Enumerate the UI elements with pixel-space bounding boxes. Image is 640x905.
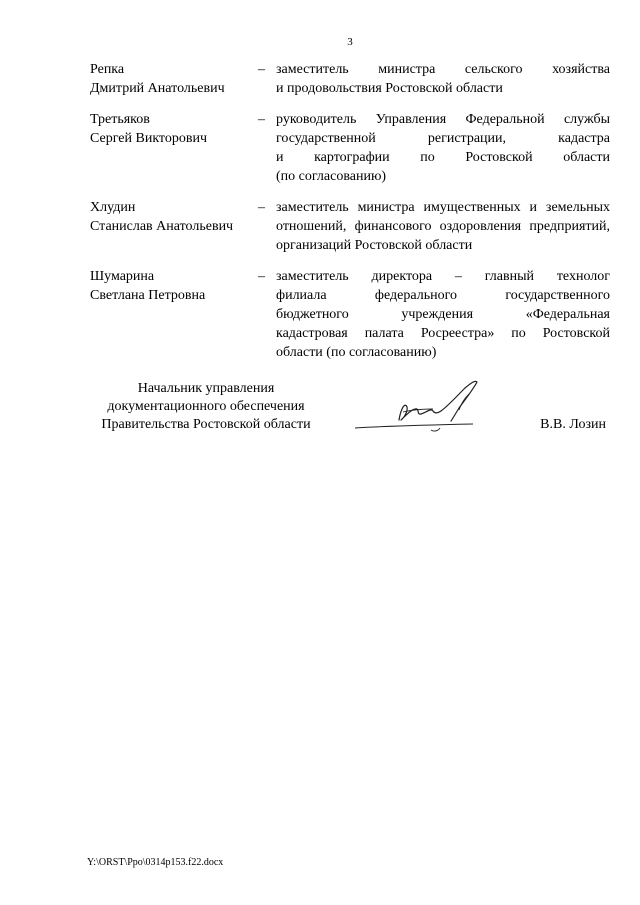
position-line: отношений, финансового оздоровления предприятий,: [276, 219, 610, 234]
member-name: [90, 60, 258, 98]
member-given-names: Светлана Петровна: [90, 288, 206, 303]
members-list: [90, 60, 610, 374]
member-given-names: Дмитрий Анатольевич: [90, 81, 225, 96]
signatory-title-line: документационного обеспечения: [107, 399, 305, 414]
handwritten-signature: [341, 374, 501, 436]
member-dash: –: [258, 269, 265, 284]
signatory-title-line: Правительства Ростовской области: [101, 417, 311, 432]
position-line: области (по согласованию): [276, 345, 437, 360]
member-position: [276, 60, 610, 98]
position-line: заместитель министра сельского хозяйства: [276, 62, 610, 77]
position-line: руководитель Управления Федеральной службы: [276, 112, 610, 127]
member-dash: –: [258, 62, 265, 77]
member-position: [276, 267, 610, 362]
member-given-names: Сергей Викторович: [90, 131, 208, 146]
member-dash: –: [258, 200, 265, 215]
position-line: бюджетного учреждения «Федеральная: [276, 307, 610, 322]
member-surname: Хлудин: [90, 200, 136, 215]
member-given-names: Станислав Анатольевич: [90, 219, 234, 234]
file-path: Y:\ORST\Ppo\0314p153.f22.docx: [87, 857, 224, 868]
position-line: государственной регистрации, кадастра: [276, 131, 610, 146]
position-line: заместитель директора – главный технолог: [276, 269, 610, 284]
member-position: [276, 110, 610, 186]
member-surname: Третьяков: [90, 112, 150, 127]
position-line: организаций Ростовской области: [276, 238, 473, 253]
position-line: и картографии по Ростовской области: [276, 150, 610, 165]
member-entry: [90, 60, 610, 98]
member-surname: Репка: [90, 62, 125, 77]
signatory-title: [86, 380, 326, 434]
position-line: филиала федерального государственного: [276, 288, 610, 303]
member-dash: –: [258, 112, 265, 127]
member-name: [90, 110, 258, 186]
member-entry: [90, 267, 610, 362]
position-line: кадастровая палата Росреестра» по Ростовской: [276, 326, 610, 341]
member-surname: Шумарина: [90, 269, 155, 284]
page-number: 3: [347, 36, 353, 48]
member-name: [90, 198, 258, 255]
member-name: [90, 267, 258, 362]
position-line: заместитель министра имущественных и земельных: [276, 200, 610, 215]
signature-block: [86, 380, 616, 440]
member-position: [276, 198, 610, 255]
member-entry: [90, 198, 610, 255]
position-line: (по согласованию): [276, 169, 387, 184]
position-line: и продовольствия Ростовской области: [276, 81, 503, 96]
signatory-title-line: Начальник управления: [137, 381, 275, 396]
member-entry: [90, 110, 610, 186]
signatory-name: В.В. Лозин: [540, 417, 606, 432]
